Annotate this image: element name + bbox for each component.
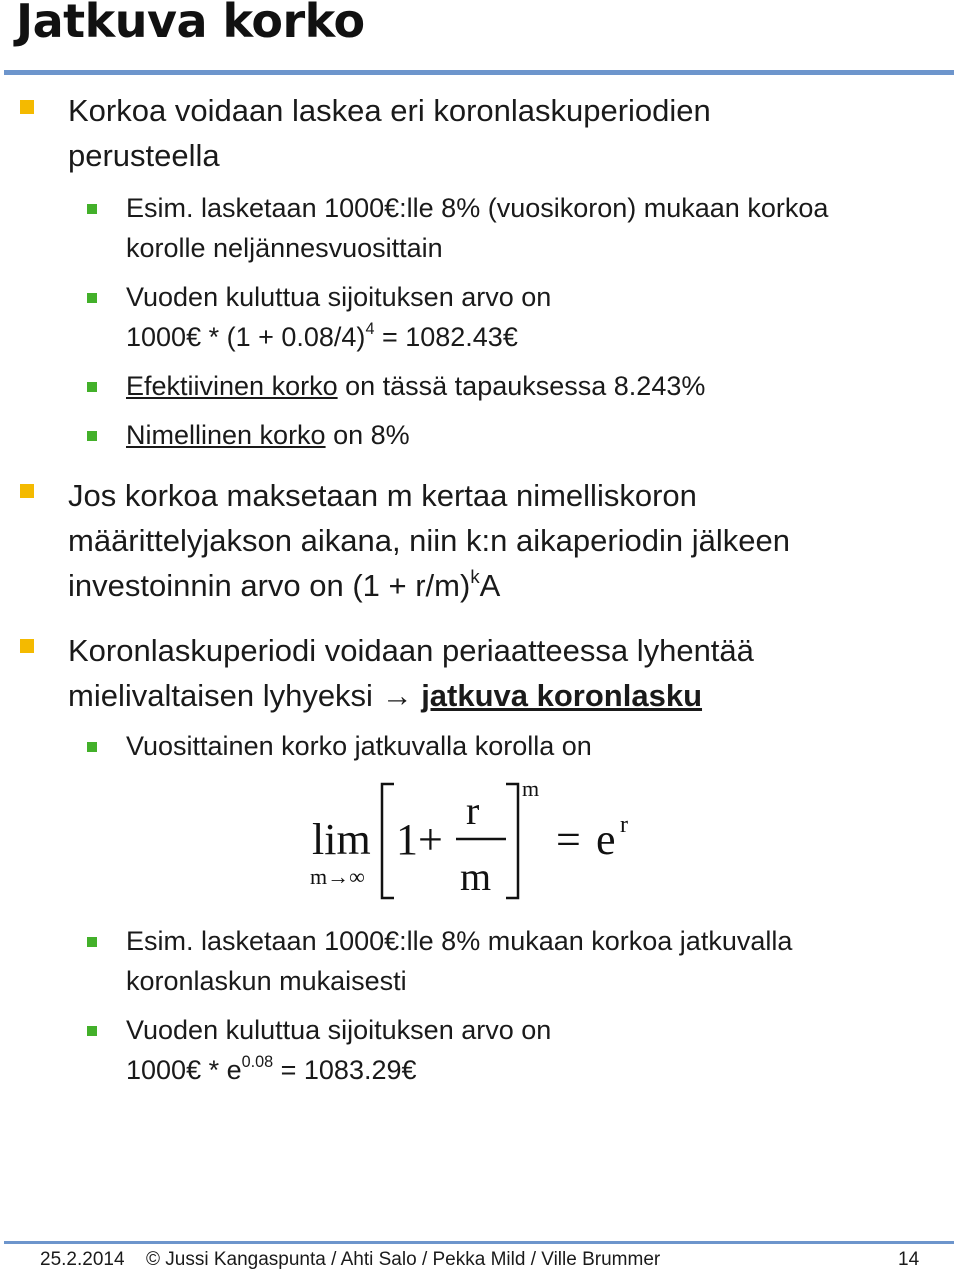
level2-bullet-marker bbox=[87, 1026, 97, 1036]
limit-formula bbox=[300, 770, 660, 910]
bullet-text: määrittelyjakson aikana, niin k:n aikaperiodin jälkeen bbox=[68, 523, 791, 558]
title-divider bbox=[4, 70, 954, 75]
bullet-text: perusteella bbox=[68, 138, 220, 173]
sub-bullet-equation bbox=[126, 1055, 417, 1086]
footer-authors: © Jussi Kangaspunta / Ahti Salo / Pekka Mild / Ville Brummer bbox=[146, 1249, 661, 1270]
sub-bullet-text: Vuoden kuluttua sijoituksen arvo on bbox=[126, 282, 552, 312]
sub-bullet-text bbox=[126, 420, 410, 451]
term-continuous-compounding: jatkuva koronlasku bbox=[421, 678, 703, 713]
lim-subscript: m→∞ bbox=[310, 864, 365, 889]
page-number: 14 bbox=[898, 1249, 920, 1270]
sub-bullet-text: Vuoden kuluttua sijoituksen arvo on bbox=[126, 1015, 552, 1045]
term-description: on 8% bbox=[325, 420, 410, 450]
sub-bullet-equation bbox=[126, 322, 518, 353]
level1-bullet-marker bbox=[20, 639, 34, 653]
bullet-text: Koronlaskuperiodi voidaan periaatteessa lyhentää bbox=[68, 633, 754, 668]
level1-bullet-marker bbox=[20, 100, 34, 114]
term-nominal-rate: Nimellinen korko bbox=[126, 420, 326, 450]
exponent: k bbox=[470, 565, 480, 587]
fraction-denominator: m bbox=[460, 854, 492, 899]
equation-part: 1000€ * e bbox=[126, 1055, 242, 1085]
footer-date: 25.2.2014 bbox=[40, 1249, 125, 1270]
sub-bullet-text: Vuosittainen korko jatkuvalla korolla on bbox=[126, 731, 592, 761]
level1-bullet-marker bbox=[20, 484, 34, 498]
lim-text: lim bbox=[312, 815, 371, 864]
bullet-text: Korkoa voidaan laskea eri koronlaskuperiodien bbox=[68, 93, 711, 128]
term-description: on tässä tapauksessa 8.243% bbox=[337, 371, 706, 401]
footer-divider bbox=[4, 1241, 954, 1244]
equation-part: A bbox=[479, 568, 501, 603]
e-base: e bbox=[596, 815, 616, 864]
equation-part: = 1083.29€ bbox=[273, 1055, 417, 1085]
equation-part: 1000€ * (1 + 0.08/4) bbox=[126, 322, 366, 352]
term-effective-rate: Efektiivinen korko bbox=[126, 371, 338, 401]
right-bracket bbox=[506, 784, 518, 898]
equation-part: investoinnin arvo on (1 + r/m) bbox=[68, 568, 471, 603]
bullet-text: Jos korkoa maksetaan m kertaa nimelliskoron bbox=[68, 478, 697, 513]
level2-bullet-marker bbox=[87, 293, 97, 303]
equals-sign: = bbox=[556, 815, 581, 864]
bracket-exponent: m bbox=[522, 776, 540, 801]
sub-bullet-text: Esim. lasketaan 1000€:lle 8% (vuosikoron) mukaan korkoa bbox=[126, 193, 829, 223]
equation-part: = 1082.43€ bbox=[374, 322, 518, 352]
level2-bullet-marker bbox=[87, 742, 97, 752]
text-part: mielivaltaisen lyhyeksi bbox=[68, 678, 382, 713]
bullet-text bbox=[68, 678, 702, 714]
sub-bullet-text bbox=[126, 371, 705, 402]
level2-bullet-marker bbox=[87, 382, 97, 392]
level2-bullet-marker bbox=[87, 937, 97, 947]
fraction-numerator: r bbox=[466, 788, 480, 833]
left-bracket bbox=[382, 784, 394, 898]
exponent: 0.08 bbox=[241, 1053, 274, 1072]
level2-bullet-marker bbox=[87, 431, 97, 441]
sub-bullet-text: koronlaskun mukaisesti bbox=[126, 966, 407, 996]
exponent: 4 bbox=[365, 320, 375, 339]
sub-bullet-text: korolle neljännesvuosittain bbox=[126, 233, 443, 263]
bullet-equation bbox=[68, 565, 501, 604]
slide-title: Jatkuva korko bbox=[16, 0, 365, 48]
sub-bullet-text: Esim. lasketaan 1000€:lle 8% mukaan korkoa jatkuvalla bbox=[126, 926, 793, 956]
e-exponent: r bbox=[620, 812, 628, 838]
arrow-icon: → bbox=[381, 678, 413, 713]
one-plus: 1+ bbox=[396, 815, 443, 864]
level2-bullet-marker bbox=[87, 204, 97, 214]
